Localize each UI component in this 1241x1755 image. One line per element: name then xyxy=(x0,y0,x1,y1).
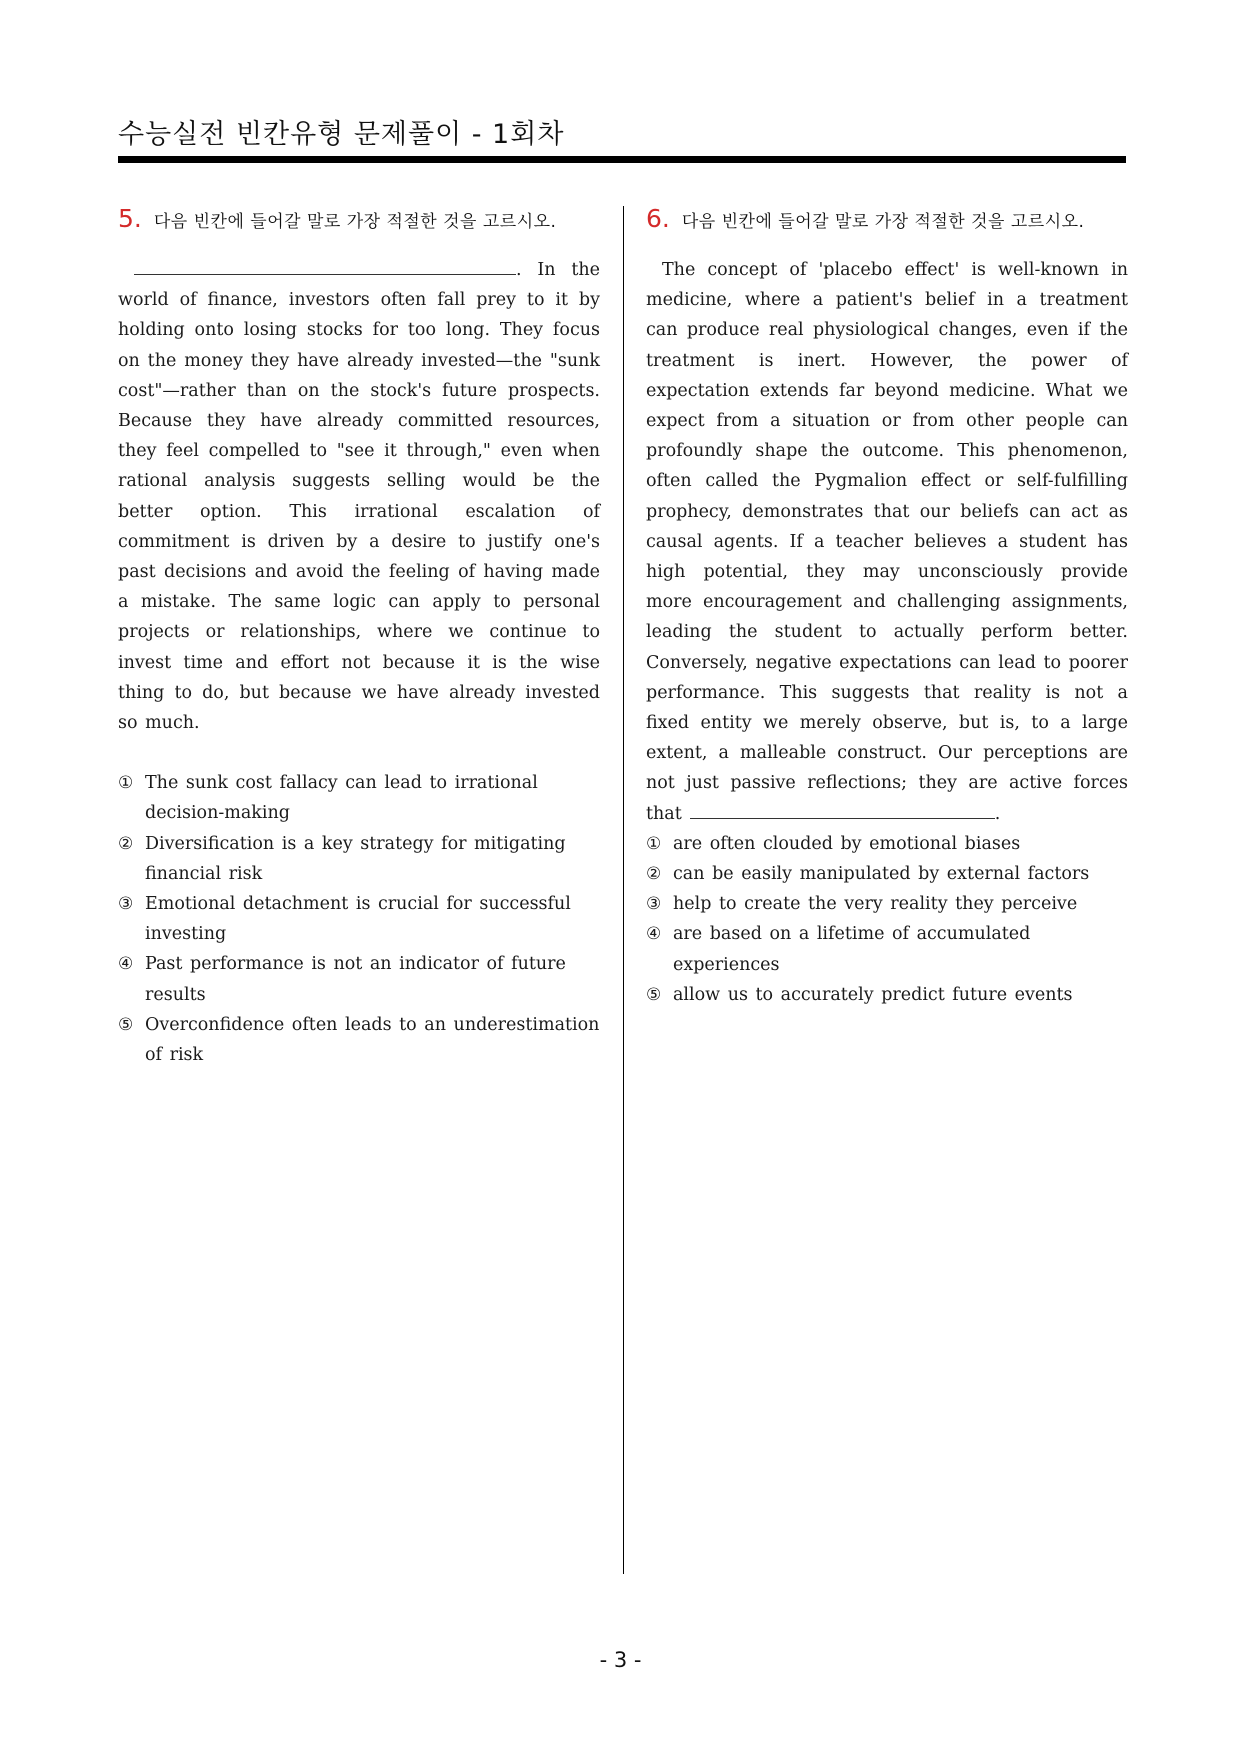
question-prompt: 다음 빈칸에 들어갈 말로 가장 적절한 것을 고르시오. xyxy=(681,212,1085,232)
option-marker: ④ xyxy=(646,924,662,945)
option-text: are often clouded by emotional biases xyxy=(673,833,1021,854)
option-marker: ② xyxy=(118,833,134,854)
option-marker: ① xyxy=(646,833,662,854)
page-number: - 3 - xyxy=(599,1648,642,1672)
answer-option[interactable] xyxy=(118,768,600,828)
option-text: can be easily manipulated by external factors xyxy=(673,864,1090,885)
option-text: Diversification is a key strategy for mitigating financial risk xyxy=(145,833,566,884)
answer-blank xyxy=(134,256,516,275)
passage-end: . xyxy=(994,803,1001,824)
header-divider xyxy=(118,156,1126,163)
option-text: are based on a lifetime of accumulated experiences xyxy=(673,924,1031,975)
page-title: 수능실전 빈칸유형 문제풀이 - 1회차 xyxy=(118,119,565,150)
answer-option[interactable] xyxy=(646,919,1128,979)
question-5-passage xyxy=(118,255,600,738)
answer-option[interactable] xyxy=(118,829,600,889)
answer-option[interactable] xyxy=(646,889,1128,919)
option-marker: ③ xyxy=(118,894,134,915)
question-5 xyxy=(118,204,600,1070)
answer-option[interactable] xyxy=(646,829,1128,859)
passage-text: . In the world of finance, investors often fall prey to it by holding onto losing stocks for too long. They focus on the money they have already invested—the "sunk cost"—rather than on the stock's future prospects. Because they have already committed resources, they feel compelled to "see it through," even when rational analysis suggests selling would be the better option. This irrational escalation of commitment is driven by a desire to justify one's past decisions and avoid the feeling of having made a mistake. The same logic can apply to personal projects or relationships, where we continue to invest time and effort not because it is the wise thing to do, but because we have already invested so much. xyxy=(118,260,600,734)
option-marker: ⑤ xyxy=(118,1014,134,1035)
option-text: allow us to accurately predict future events xyxy=(673,984,1073,1005)
option-marker: ③ xyxy=(646,894,662,915)
option-marker: ① xyxy=(118,773,134,794)
answer-option[interactable] xyxy=(118,1010,600,1070)
question-6-header xyxy=(646,204,1128,240)
option-marker: ⑤ xyxy=(646,984,662,1005)
passage-text: The concept of 'placebo effect' is well-known in medicine, where a patient's belief in a treatment can produce real physiological changes, even if the treatment is inert. However, the power of expectation extends far beyond medicine. What we expect from a situation or from other people can profoundly shape the outcome. This phenomenon, often called the Pygmalion effect or self-fulfilling prophecy, demonstrates that our beliefs can act as causal agents. If a teacher believes a student has high potential, they may unconsciously provide more encouragement and challenging assignments, leading the student to actually perform better. Conversely, negative expectations can lead to poorer performance. This suggests that reality is not a fixed entity we merely observe, but is, to a large extent, a malleable construct. Our perceptions are not just passive reflections; they are active forces that xyxy=(646,260,1128,824)
answer-blank xyxy=(690,800,995,819)
question-5-options xyxy=(118,768,600,1070)
answer-option[interactable] xyxy=(646,859,1128,889)
question-6 xyxy=(646,204,1128,1010)
option-text: The sunk cost fallacy can lead to irrational decision-making xyxy=(145,773,538,824)
question-number: 5. xyxy=(118,204,142,233)
question-5-header xyxy=(118,204,600,240)
question-prompt: 다음 빈칸에 들어갈 말로 가장 적절한 것을 고르시오. xyxy=(153,212,557,232)
option-marker: ④ xyxy=(118,954,134,975)
column-divider xyxy=(623,206,624,1574)
question-number: 6. xyxy=(646,204,670,233)
option-text: Emotional detachment is crucial for successful investing xyxy=(145,894,571,945)
option-text: help to create the very reality they perceive xyxy=(673,894,1078,915)
option-marker: ② xyxy=(646,864,662,885)
answer-option[interactable] xyxy=(118,889,600,949)
answer-option[interactable] xyxy=(118,949,600,1009)
answer-option[interactable] xyxy=(646,980,1128,1010)
option-text: Overconfidence often leads to an underestimation of risk xyxy=(145,1014,600,1066)
question-6-passage xyxy=(646,255,1128,829)
question-6-options xyxy=(646,829,1128,1010)
option-text: Past performance is not an indicator of future results xyxy=(145,954,566,1005)
